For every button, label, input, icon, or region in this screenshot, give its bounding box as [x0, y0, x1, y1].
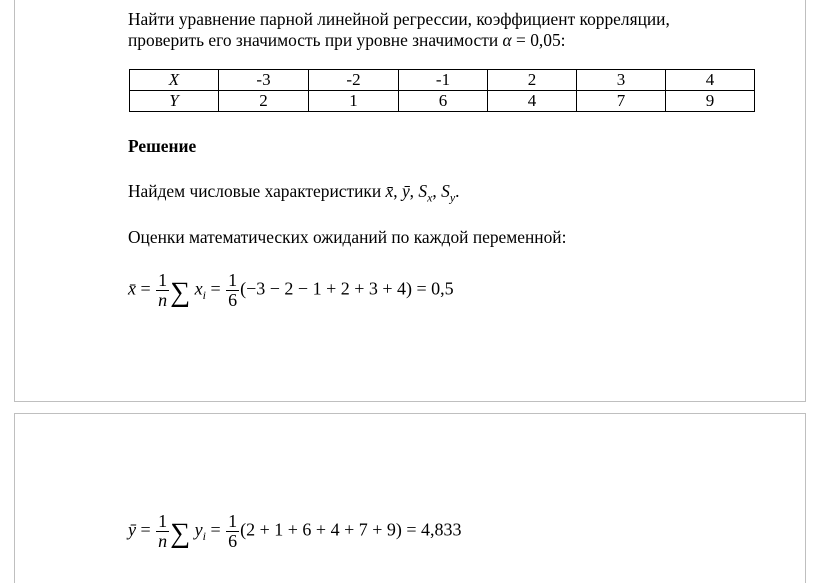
fraction-numerator: 1	[158, 511, 168, 531]
fraction-1-n	[156, 271, 169, 310]
table-row-y	[130, 91, 755, 112]
symbol-sx: S	[418, 181, 428, 201]
table-row-x	[130, 70, 755, 91]
characteristics-text: Найдем числовые характеристики	[128, 181, 382, 201]
table-cell-label: Y	[130, 91, 219, 112]
table-cell: -1	[399, 70, 488, 91]
alpha-value: 0,05	[530, 30, 561, 50]
problem-line-1	[128, 9, 670, 30]
table-cell: 3	[577, 70, 666, 91]
symbol-y-mean: ȳ	[401, 181, 410, 201]
document-page-1	[14, 0, 806, 402]
formula-eq: =	[205, 278, 226, 299]
fraction-denominator: 6	[228, 531, 238, 551]
sum-term: y	[194, 519, 203, 540]
data-table	[129, 69, 755, 112]
fraction-denominator: n	[158, 290, 168, 310]
document-page-2	[14, 413, 806, 583]
separator: ,	[393, 181, 402, 201]
table-cell: -3	[219, 70, 309, 91]
formula-eq: =	[136, 519, 156, 540]
table-cell: 4	[666, 70, 755, 91]
table-cell: 1	[309, 91, 399, 112]
fraction-numerator: 1	[228, 270, 238, 290]
formula-lhs: ȳ	[128, 519, 136, 540]
table-cell: 6	[399, 91, 488, 112]
formula-lhs: x̄	[128, 278, 136, 299]
colon: :	[560, 30, 566, 50]
table-cell: 4	[488, 91, 577, 112]
table-cell: -2	[309, 70, 399, 91]
solution-heading: Решение	[128, 136, 197, 156]
fraction-denominator: n	[158, 531, 168, 551]
separator: ,	[409, 181, 419, 201]
formula-expression: (−3 − 2 − 1 + 2 + 3 + 4) = 0,5	[240, 278, 454, 299]
symbol-sy-sub: y	[449, 190, 456, 205]
fraction-1-n	[156, 512, 169, 551]
table-cell: 2	[219, 91, 309, 112]
sum-term-sub: i	[202, 529, 206, 544]
table-cell: 9	[666, 91, 755, 112]
table-cell: 7	[577, 91, 666, 112]
fraction-1-6	[226, 271, 239, 310]
symbol-x-mean: x̄	[385, 181, 394, 201]
sum-symbol: ∑	[170, 517, 191, 549]
problem-text-2: проверить его значимость при уровне значимости	[128, 30, 499, 50]
sum-symbol: ∑	[170, 276, 191, 308]
table-cell-label: X	[130, 70, 219, 91]
sum-term: x	[194, 278, 203, 299]
fraction-denominator: 6	[228, 290, 238, 310]
problem-text-1: Найти уравнение парной линейной регрессии, коэффициент корреляции,	[128, 9, 670, 29]
period: .	[455, 181, 460, 201]
characteristics-line	[128, 181, 460, 208]
fraction-numerator: 1	[228, 511, 238, 531]
fraction-numerator: 1	[158, 270, 168, 290]
equals-sign: =	[511, 30, 531, 50]
mean-y-formula	[128, 512, 462, 551]
symbol-sx-sub: x	[427, 190, 433, 205]
problem-line-2	[128, 30, 565, 51]
mean-x-formula	[128, 271, 454, 310]
fraction-1-6	[226, 512, 239, 551]
separator: ,	[432, 181, 442, 201]
formula-eq: =	[205, 519, 226, 540]
formula-expression: (2 + 1 + 6 + 4 + 7 + 9) = 4,833	[240, 519, 462, 540]
table-cell: 2	[488, 70, 577, 91]
formula-eq: =	[136, 278, 156, 299]
sum-term-sub: i	[202, 288, 206, 303]
symbol-sy: S	[441, 181, 450, 201]
estimates-line: Оценки математических ожиданий по каждой переменной:	[128, 227, 567, 247]
alpha-symbol: α	[502, 30, 512, 50]
